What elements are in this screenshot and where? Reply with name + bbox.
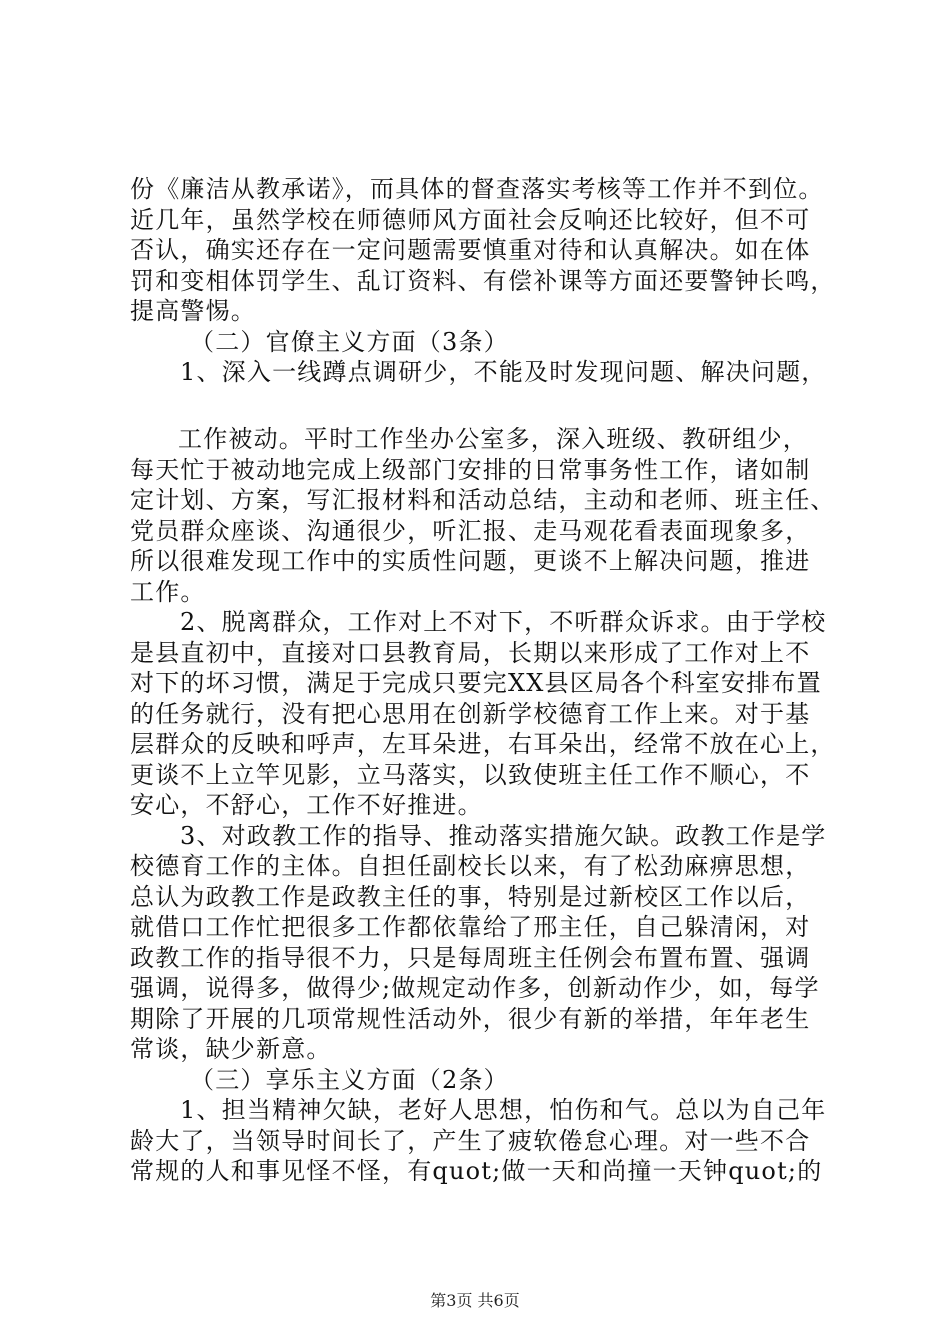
text-line: 每天忙于被动地完成上级部门安排的日常事务性工作，诸如制 <box>130 455 811 484</box>
text-line: 提高警惕。 <box>130 297 256 325</box>
text-line: 党员群众座谈、沟通很少，听汇报、走马观花看表面现象多， <box>130 516 811 545</box>
text-line: 就借口工作忙把很多工作都依靠给了邢主任，自己躲清闲，对 <box>130 913 811 941</box>
text-line: 常规的人和事见怪不怪，有quot;做一天和尚撞一天钟quot;的 <box>130 1157 823 1185</box>
section-heading-hedonism: （三）享乐主义方面（2条） <box>190 1065 509 1094</box>
text-line: 常谈，缺少新意。 <box>130 1035 332 1063</box>
item-first-line: 1、深入一线蹲点调研少，不能及时发现问题、解决问题， <box>180 358 827 386</box>
item-first-line: 3、对政教工作的指导、推动落实措施欠缺。政教工作是学 <box>180 821 827 850</box>
text-line: 工作被动。平时工作坐办公室多，深入班级、教研组少， <box>178 425 808 453</box>
text-line: 否认，确实还存在一定问题需要慎重对待和认真解决。如在体 <box>130 236 811 264</box>
text-line: 期除了开展的几项常规性活动外，很少有新的举措，年年老生 <box>130 1004 811 1033</box>
text-line: 安心，不舒心，工作不好推进。 <box>130 791 483 819</box>
text-line: 是县直初中，直接对口县教育局，长期以来形成了工作对上不 <box>130 638 811 667</box>
text-line: 更谈不上立竿见影，立马落实，以致使班主任工作不顺心，不 <box>130 760 811 789</box>
text-line: 总认为政教工作是政教主任的事，特别是过新校区工作以后， <box>130 882 811 911</box>
paragraph-body <box>130 424 836 1187</box>
text-line: 所以很难发现工作中的实质性问题，更谈不上解决问题，推进 <box>130 547 811 575</box>
paragraph-discipline <box>130 174 836 388</box>
text-line: 校德育工作的主体。自担任副校长以来，有了松劲麻痹思想， <box>130 852 811 880</box>
item-first-line: 1、担当精神欠缺，老好人思想，怕伤和气。总以为自己年 <box>180 1096 827 1124</box>
item-first-line: 2、脱离群众，工作对上不对下，不听群众诉求。由于学校 <box>180 608 827 636</box>
text-line: 的任务就行，没有把心思用在创新学校德育工作上来。对于基 <box>130 699 811 728</box>
text-line: 定计划、方案，写汇报材料和活动总结，主动和老师、班主任、 <box>130 486 836 514</box>
text-line: 强调，说得多，做得少;做规定动作多，创新动作少，如，每学 <box>130 974 820 1002</box>
text-line: 政教工作的指导很不力，只是每周班主任例会布置布置、强调 <box>130 943 811 972</box>
text-line: 龄大了，当领导时间长了，产生了疲软倦怠心理。对一些不合 <box>130 1126 811 1155</box>
text-line: 工作。 <box>130 577 206 606</box>
text-line: 层群众的反映和呼声，左耳朵进，右耳朵出，经常不放在心上， <box>130 730 836 758</box>
text-line: 罚和变相体罚学生、乱订资料、有偿补课等方面还要警钟长鸣， <box>130 266 836 295</box>
page-footer: 第3页 共6页 <box>430 1291 520 1310</box>
text-line: 份《廉洁从教承诺》，而具体的督查落实考核等工作并不到位。 <box>130 175 824 203</box>
section-heading-bureaucracy: （二）官僚主义方面（3条） <box>190 327 509 356</box>
text-line: 近几年，虽然学校在师德师风方面社会反响还比较好，但不可 <box>130 205 811 234</box>
text-line: 对下的坏习惯，满足于完成只要完XX县区局各个科室安排布置 <box>130 669 822 697</box>
